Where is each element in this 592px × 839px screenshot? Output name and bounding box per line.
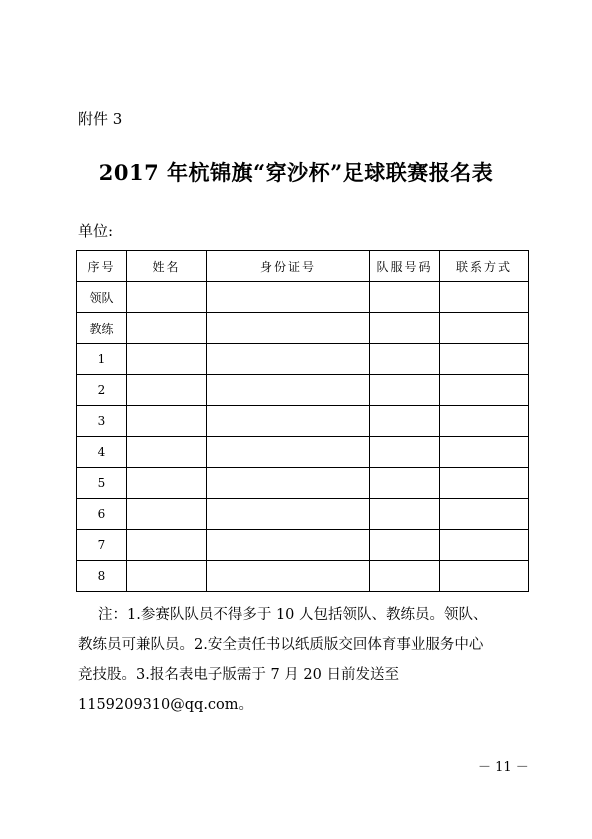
row-label: 3 bbox=[77, 406, 127, 437]
jersey-cell bbox=[370, 375, 440, 406]
name-cell bbox=[127, 406, 207, 437]
name-cell bbox=[127, 344, 207, 375]
id-cell bbox=[207, 406, 370, 437]
table-row bbox=[77, 406, 529, 437]
contact-cell bbox=[440, 375, 529, 406]
contact-cell bbox=[440, 344, 529, 375]
name-cell bbox=[127, 499, 207, 530]
id-cell bbox=[207, 437, 370, 468]
name-cell bbox=[127, 561, 207, 592]
row-label: 7 bbox=[77, 530, 127, 561]
page-number: － 11 － bbox=[478, 760, 529, 775]
contact-cell bbox=[440, 282, 529, 313]
id-cell bbox=[207, 344, 370, 375]
contact-cell bbox=[440, 530, 529, 561]
registration-table bbox=[76, 250, 529, 592]
name-cell bbox=[127, 530, 207, 561]
row-label: 领队 bbox=[77, 282, 127, 313]
table-row bbox=[77, 437, 529, 468]
header-contact: 联系方式 bbox=[440, 251, 529, 282]
row-label: 4 bbox=[77, 437, 127, 468]
jersey-cell bbox=[370, 406, 440, 437]
table-row bbox=[77, 313, 529, 344]
id-cell bbox=[207, 499, 370, 530]
registration-note bbox=[78, 600, 518, 720]
table-row bbox=[77, 344, 529, 375]
id-cell bbox=[207, 282, 370, 313]
row-label: 教练 bbox=[77, 313, 127, 344]
jersey-cell bbox=[370, 499, 440, 530]
header-seq: 序号 bbox=[77, 251, 127, 282]
header-name: 姓名 bbox=[127, 251, 207, 282]
note-line: 教练员可兼队员。2.安全责任书以纸质版交回体育事业服务中心 bbox=[78, 637, 484, 653]
name-cell bbox=[127, 313, 207, 344]
attachment-label: 附件 3 bbox=[78, 110, 123, 128]
table-header-row bbox=[77, 251, 529, 282]
jersey-cell bbox=[370, 530, 440, 561]
row-label: 1 bbox=[77, 344, 127, 375]
id-cell bbox=[207, 468, 370, 499]
jersey-cell bbox=[370, 282, 440, 313]
row-label: 8 bbox=[77, 561, 127, 592]
jersey-cell bbox=[370, 344, 440, 375]
row-label: 2 bbox=[77, 375, 127, 406]
form-title: 2017 年杭锦旗“穿沙杯”足球联赛报名表 bbox=[98, 160, 494, 185]
contact-cell bbox=[440, 561, 529, 592]
contact-cell bbox=[440, 406, 529, 437]
header-jersey-number: 队服号码 bbox=[370, 251, 440, 282]
unit-label: 单位: bbox=[78, 222, 114, 240]
note-line: 竞技股。3.报名表电子版需于 7 月 20 日前发送至 bbox=[78, 667, 399, 683]
row-label: 6 bbox=[77, 499, 127, 530]
contact-cell bbox=[440, 468, 529, 499]
note-line: 注：1.参赛队队员不得多于 10 人包括领队、教练员。领队、 bbox=[98, 607, 488, 623]
table-row bbox=[77, 375, 529, 406]
jersey-cell bbox=[370, 437, 440, 468]
header-id-number: 身份证号 bbox=[207, 251, 370, 282]
id-cell bbox=[207, 313, 370, 344]
name-cell bbox=[127, 468, 207, 499]
table-row bbox=[77, 468, 529, 499]
name-cell bbox=[127, 375, 207, 406]
jersey-cell bbox=[370, 468, 440, 499]
contact-cell bbox=[440, 437, 529, 468]
contact-cell bbox=[440, 499, 529, 530]
name-cell bbox=[127, 282, 207, 313]
table-row bbox=[77, 499, 529, 530]
contact-cell bbox=[440, 313, 529, 344]
note-line: 1159209310@qq.com。 bbox=[78, 697, 254, 713]
jersey-cell bbox=[370, 313, 440, 344]
table-row bbox=[77, 282, 529, 313]
jersey-cell bbox=[370, 561, 440, 592]
name-cell bbox=[127, 437, 207, 468]
row-label: 5 bbox=[77, 468, 127, 499]
id-cell bbox=[207, 561, 370, 592]
id-cell bbox=[207, 530, 370, 561]
table-row bbox=[77, 561, 529, 592]
id-cell bbox=[207, 375, 370, 406]
table-row bbox=[77, 530, 529, 561]
